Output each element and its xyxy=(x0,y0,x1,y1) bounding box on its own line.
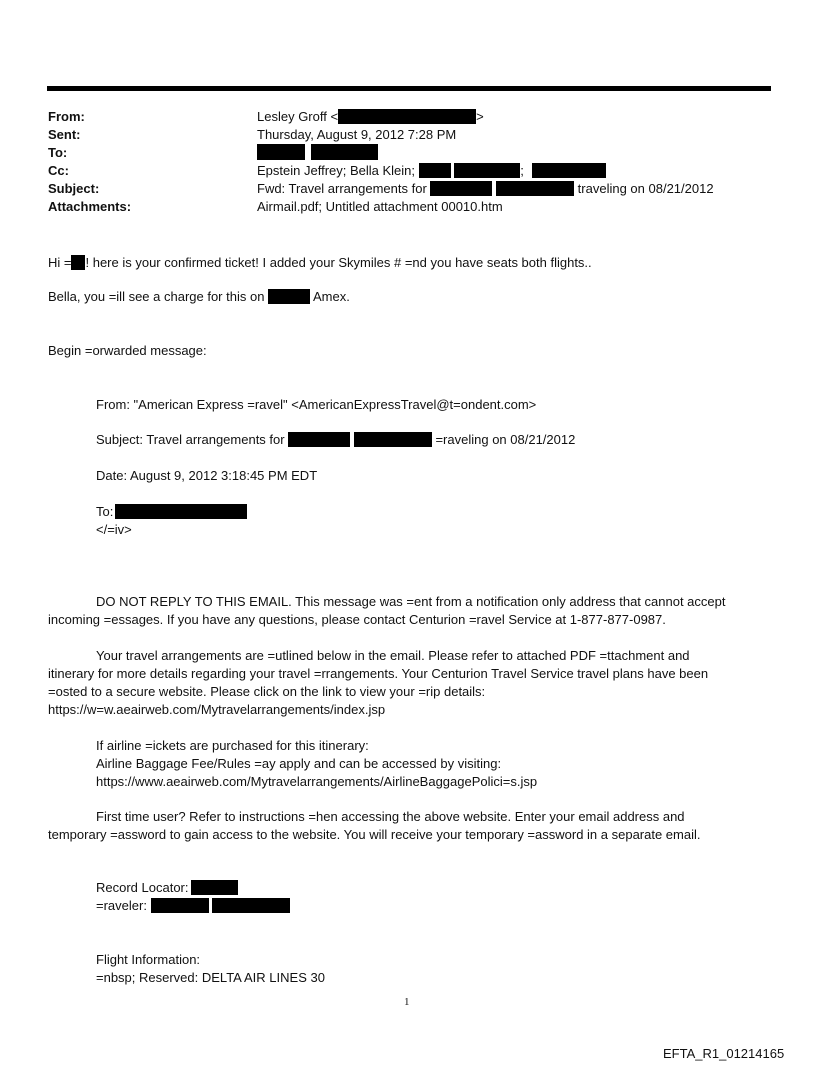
to-row xyxy=(48,144,788,162)
page-number: 1 xyxy=(404,996,410,1008)
attachments-label: Attachments: xyxy=(48,199,132,214)
from-name: Lesley Groff < xyxy=(257,109,339,124)
forward-date: Date: August 9, 2012 3:18:45 PM EDT xyxy=(96,468,318,483)
redaction-box xyxy=(212,898,290,913)
header-rule xyxy=(47,86,771,91)
redaction-box xyxy=(288,432,350,447)
redaction-box xyxy=(257,144,305,160)
email-header xyxy=(48,108,788,216)
cc-row xyxy=(48,162,788,180)
begin-forwarded: Begin =orwarded message: xyxy=(48,343,207,358)
forward-to: To: xyxy=(96,503,247,521)
subject-label: Subject: xyxy=(48,181,100,196)
from-close: > xyxy=(476,109,484,124)
redaction-box xyxy=(454,163,520,178)
redaction-box xyxy=(430,181,492,196)
subject-suffix: traveling on 08/21/2012 xyxy=(577,181,714,196)
forward-from: From: "American Express =ravel" <AmericanExpressTravel@t=ondent.com> xyxy=(96,397,537,412)
p4-line1: First time user? Refer to instructions =hen accessing the above website. Enter your email address and xyxy=(96,809,685,824)
p3-line1: If airline =ickets are purchased for this itinerary: xyxy=(96,738,369,753)
sent-label: Sent: xyxy=(48,127,81,142)
div-close: </=iv> xyxy=(96,522,132,537)
redaction-box xyxy=(419,163,451,178)
greeting-line: Hi = ! here is your confirmed ticket! I added your Skymiles # =nd you have seats both flights.. xyxy=(48,255,592,270)
subject-row xyxy=(48,180,788,198)
sent-row xyxy=(48,126,788,144)
bella-line: Bella, you =ill see a charge for this on Amex. xyxy=(48,289,350,304)
redaction-box xyxy=(268,289,310,304)
redaction-box xyxy=(71,255,85,270)
p2-line2: itinerary for more details regarding your travel =rrangements. Your Centurion Travel Service travel plans have been xyxy=(48,666,709,681)
p3-line3: https://www.aeairweb.com/Mytravelarrangements/AirlineBaggagePolici=s.jsp xyxy=(96,774,538,789)
flight-reserved: =nbsp; Reserved: DELTA AIR LINES 30 xyxy=(96,970,325,985)
redaction-box xyxy=(311,144,378,160)
attachments-row xyxy=(48,198,788,216)
redaction-box xyxy=(496,181,574,196)
p4-line2: temporary =assword to gain access to the website. You will receive your temporary =assword in a separate email. xyxy=(48,827,701,842)
forward-subject: Subject: Travel arrangements for =raveling on 08/21/2012 xyxy=(96,432,576,447)
p2-line1: Your travel arrangements are =utlined below in the email. Please refer to attached PDF =ttachment and xyxy=(96,648,690,663)
record-locator: Record Locator: xyxy=(96,879,238,897)
cc-value: Epstein Jeffrey; Bella Klein; xyxy=(257,163,416,178)
redaction-box xyxy=(115,504,247,519)
sent-value: Thursday, August 9, 2012 7:28 PM xyxy=(257,127,457,142)
p1-line2: incoming =essages. If you have any questions, please contact Centurion =ravel Service at 1-877-877-0987. xyxy=(48,612,666,627)
subject-prefix: Fwd: Travel arrangements for xyxy=(257,181,427,196)
p2-line3: =osted to a secure website. Please click on the link to view your =rip details: xyxy=(48,684,486,699)
redaction-box xyxy=(532,163,606,178)
redaction-box xyxy=(354,432,432,447)
redaction-box xyxy=(338,109,476,124)
from-label: From: xyxy=(48,109,85,124)
flight-information: Flight Information: xyxy=(96,952,201,967)
bates-number: EFTA_R1_01214165 xyxy=(663,1046,785,1061)
attachments-value: Airmail.pdf; Untitled attachment 00010.htm xyxy=(257,199,503,214)
p1-line1: DO NOT REPLY TO THIS EMAIL. This message was =ent from a notification only address that cannot accept xyxy=(96,594,726,609)
redaction-box xyxy=(191,880,238,895)
redaction-box xyxy=(151,898,209,913)
p2-line4: https://w=w.aeairweb.com/Mytravelarrangements/index.jsp xyxy=(48,702,386,717)
cc-label: Cc: xyxy=(48,163,69,178)
from-row xyxy=(48,108,788,126)
cc-separator: ; xyxy=(520,163,524,178)
p3-line2: Airline Baggage Fee/Rules =ay apply and can be accessed by visiting: xyxy=(96,756,502,771)
traveler-line: =raveler: xyxy=(96,897,290,915)
to-label: To: xyxy=(48,145,68,160)
